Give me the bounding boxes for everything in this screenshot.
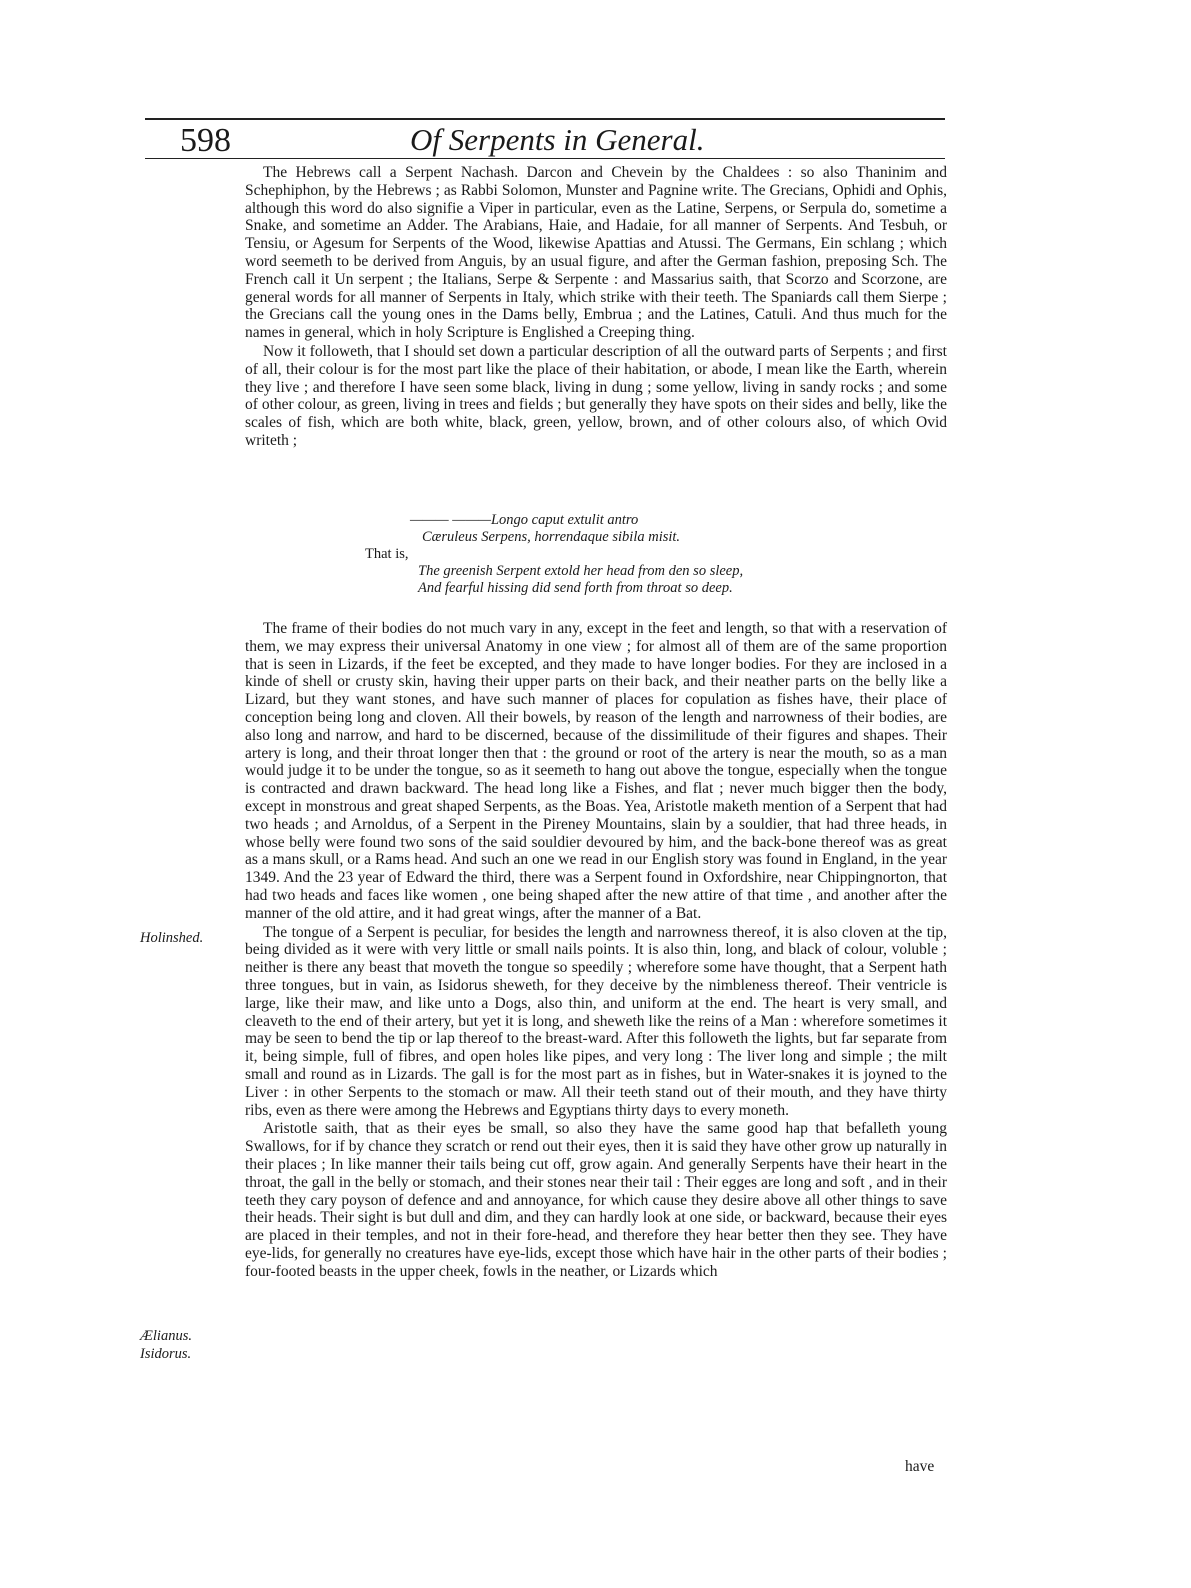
catchword: have — [905, 1458, 935, 1475]
verse-line-english-1: The greenish Serpent extold her head from den so sleep, — [418, 563, 744, 579]
margin-note-holinshed: Holinshed. — [140, 930, 204, 946]
margin-note-isidorus: Isidorus. — [140, 1346, 192, 1362]
paragraph-names: The Hebrews call a Serpent Nachash. Darcon and Chevein by the Chaldees : so also Thaninim and Schephiphon, by the Hebrews ; as Rabbi Solomon, Munster and Pagnine write. The Grecians, Ophidi and Ophis, although this word do also signifie a Viper in particular, even as the Latine, Serpens, or Serpula do, sometime a Snake, and sometime an Adder. The Arabians, Haie, and Hadaie, for all manner of Serpents. And Tesbuh, or Tensiu, or Agesum for Serpents of the Wood, likewise Apattias and Atussi. The Germans, Ein schlang ; which word seemeth to be derived from Anguis, by an usual figure, and after the German fashion, preposing Sch. The French call it Un serpent ; the Italians, Serpe & Serpente : and Massarius saith, that Scorzo and Scorzone, are general words for all manner of Serpents in Italy, which strike with their teeth. The Spaniards call them Sierpe ; the Grecians call the young ones in the Dams belly, Embrua ; and the Latines, Catuli. And thus much for the names in general, which in holy Scripture is Englished a Creeping thing. — [245, 164, 947, 342]
page-number: 598 — [180, 122, 231, 159]
running-title: Of Serpents in General. — [410, 122, 705, 157]
text-block-top — [245, 164, 947, 451]
verse-label: That is, — [365, 546, 409, 562]
margin-note-aelianus: Ælianus. — [140, 1328, 192, 1344]
paragraph-bodies: The frame of their bodies do not much vary in any, except in the feet and length, so that with a reservation of them, we may express their universal Anatomy in one view ; for almost all of them are of the same proportion that is seen in Lizards, if the feet be excepted, and they made to have longer bodies. For they are inclosed in a kinde of shell or crusty skin, having their upper parts on their back, and their neather parts on the belly like a Lizard, but they want stones, and have such manner of places for copulation as fishes have, their place of conception being long and cloven. All their bowels, by reason of the length and narrowness of their bodies, are also long and narrow, and hard to be discerned, because of the dissimilitude of their figures and shapes. Their artery is long, and their throat longer then that : the ground or root of the artery is near the mouth, so as a man would judge it to be under the tongue, so as it seemeth to hang out above the tongue, especially when the tongue is contracted and drawn backward. The head long like a Fishes, and flat ; never much bigger then the body, except in monstrous and great shaped Serpents, as the Boas. Yea, Aristotle maketh mention of a Serpent that had two heads ; and Arnoldus, of a Serpent in the Pireney Mountains, slain by a souldier, that had three heads, in whose belly were found two sons of the said souldier devoured by him, and the back-bone thereof was as great as a mans skull, or a Rams head. And such an one we read in our English story was found in England, in the year 1349. And the 23 year of Edward the third, there was a Serpent found in Oxfordshire, near Chippingnorton, that had two heads and faces like women , one being shaped after the new attire of that time , and another after the manner of the old attire, and it had great wings, after the manner of a Bat. — [245, 620, 947, 922]
verse-line-latin-2: Cæruleus Serpens, horrendaque sibila misit. — [422, 529, 681, 545]
header-top-rule — [145, 118, 945, 120]
page-header — [145, 112, 945, 162]
header-bottom-rule — [145, 158, 945, 159]
paragraph-colours: Now it followeth, that I should set down a particular description of all the outward parts of Serpents ; and first of all, their colour is for the most part like the place of their habitation, or abode, I mean like the Earth, wherein they live ; and therefore I have seen some black, living in dung ; some yellow, living in sandy rocks ; and some of other colour, as green, living in trees and fields ; but generally they have spots on their sides and belly, like the scales of fish, which are both white, black, green, yellow, brown, and of other colours also, of which Ovid writeth ; — [245, 342, 947, 449]
verse-line-latin-1: ——— ———Longo caput extulit antro — [410, 512, 639, 528]
paragraph-eyes: Aristotle saith, that as their eyes be small, so also they have the same good hap that befalleth young Swallows, for if by chance they scratch or rend out their eyes, then it is said they have other grow up naturally in their places ; In like manner their tails being cut off, grow again. And generally Serpents have their heart in the throat, the gall in the belly or stomach, and their stones near their tail : Their egges are long and soft , and in their teeth they cary poyson of defence and and annoyance, for which cause they desire above all other things to save their heads. Their sight is but dull and dim, and they can hardly look at one side, or backward, because their eyes are placed in their temples, and not in their fore-head, and therefore they hear better then they see. They have eye-lids, for generally no creatures have eye-lids, except those which have hair in the other parts of their bodies ; four-footed beasts in the upper cheek, fowls in the neather, or Lizards which — [245, 1120, 947, 1280]
verse-quotation — [360, 512, 920, 597]
text-block-bottom — [245, 620, 947, 1281]
verse-line-english-2: And fearful hissing did send forth from throat so deep. — [418, 580, 733, 596]
paragraph-tongue: The tongue of a Serpent is peculiar, for besides the length and narrowness thereof, it is also cloven at the tip, being divided as it were with very little or small nails points. It is also thin, long, and black of colour, voluble ; neither is there any beast that moveth the tongue so speedily ; wherefore some have thought, that a Serpent hath three tongues, but in vain, as Isidorus sheweth, for they deceive by the nimbleness thereof. Their ventricle is large, like their maw, and like unto a Dogs, also thin, and uniform at the end. The heart is very small, and cleaveth to the end of their artery, but yet it is long, and sheweth like the reins of a Man : wherefore sometimes it may be seen to bend the tip or lap thereof to the breast-ward. After this followeth the lights, but far separate from it, being simple, full of fibres, and open holes like pipes, and very long : The liver long and simple ; the milt small and round as in Lizards. The gall is for the most part as in fishes, but in Water-snakes it is joyned to the Liver : in other Serpents to the stomach or maw. All their teeth stand out of their mouth, and they have thirty ribs, even as there were among the Hebrews and Egyptians thirty days to every moneth. — [245, 923, 947, 1119]
